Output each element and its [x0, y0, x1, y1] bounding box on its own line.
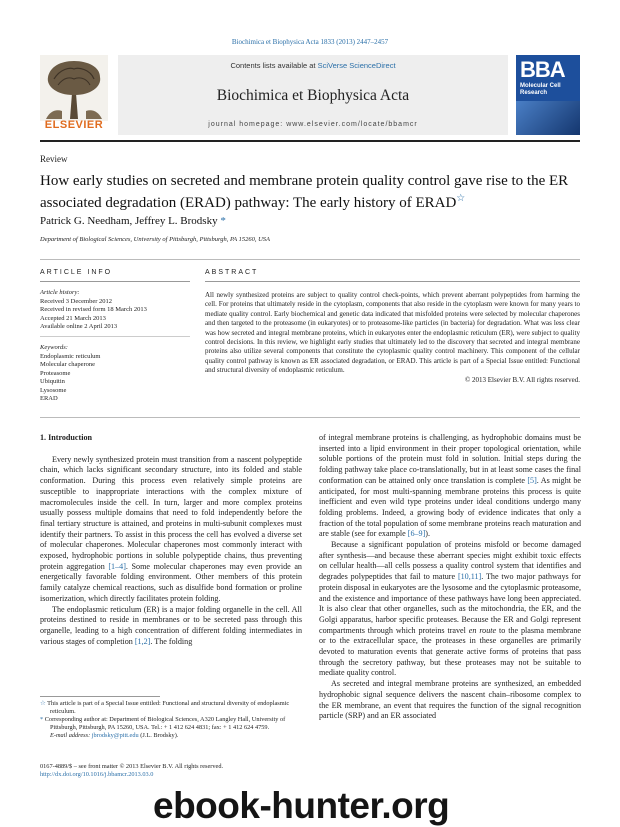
history-item: Available online 2 April 2013 — [40, 323, 118, 330]
watermark: ebook-hunter.org — [153, 785, 450, 826]
elsevier-tree-icon — [40, 55, 108, 121]
doi-link[interactable]: http://dx.doi.org/10.1016/j.bbamcr.2013.03.0 — [40, 771, 154, 778]
footnote-rule — [40, 696, 160, 697]
elsevier-wordmark: ELSEVIER — [44, 119, 104, 131]
history-item: Received 3 December 2012 — [40, 297, 113, 305]
history-label: Article history: — [40, 289, 80, 296]
article-info-heading: ARTICLE INFO — [40, 269, 113, 276]
issn-line: 0167-4889/$ – see front matter © 2013 Elsevier B.V. All rights reserved. — [40, 763, 224, 770]
text-run: Every newly synthesized protein must transition from a nascent polypeptide chain, which lacks significant secondary structure, into its folded and stable conformation. During this process even relatively simple proteins are susceptible to inappropriate interactions with the complex mixture of macromolecules inside the cell. In turn, larger and more complex proteins usually possess multiple domains that need to fold independently before the final tertiary structure is attained, and proteins in multi-subunit complexes must identify their partners. To assist in this process the cell has evolved a diverse set of molecular chaperones. Molecular chaperones most commonly interact with exposed, hydrophobic portions in soluble polypeptide chains, thus preventing protein aggregation — [40, 454, 302, 571]
text-run: . The folding — [150, 636, 193, 646]
footnote-special-issue — [40, 700, 302, 716]
keyword: Endoplasmic reticulum — [40, 352, 101, 360]
footnote-email — [40, 732, 302, 740]
text-run: to the plasma membrane or to the extracellular space, the proteases in these organelles are primarily devoted to maturation events that generate active forms of proteins that pass through the secretory pathway, but these proteases may not be suitable to mediate quality control. — [319, 625, 581, 678]
footnote-corresponding — [40, 716, 302, 732]
keyword: Proteasome — [40, 369, 71, 377]
keywords-label: Keywords: — [40, 344, 68, 351]
affiliation: Department of Biological Sciences, University of Pittsburgh, Pittsburgh, PA 15260, USA — [40, 236, 271, 243]
masthead — [40, 55, 580, 135]
body-paragraph — [319, 540, 581, 679]
abstract-bottom-rule — [40, 417, 580, 418]
abstract-text: All newly synthesized proteins are subject to quality control check-points, which prevent aberrant polypeptides from harming the cell. For proteins that ultimately reside in the cytoplasm, components that also reside in the cytoplasm were known for many years to mediate quality control. Early biochemical and genetic data indicated that misfolded proteins were selected by molecular chaperones and then targeted to the proteasome (in eukaryotes) or to proteasome-like particles (in bacteria) for degradation. What was less clear was how secreted and integral membrane proteins, which in eukaryotes enter the endoplasmic reticulum (ER), were subject to quality control decisions. In this review, we highlight early studies that ultimately led to the discovery that secreted and integral membrane proteins also utilize several components that constitute the cytoplasmic quality control machinery. This component of the cellular quality control pathway is known as ER associated degradation, or ERAD. This article is part of a Special Issue entitled: Functional and structural diversity of endoplasmic reticulum. — [205, 291, 580, 375]
reference-link[interactable]: [10,11] — [457, 572, 482, 582]
reference-link[interactable]: [1,2] — [134, 636, 151, 646]
journal-homepage[interactable]: journal homepage: www.elsevier.com/locate/bbamcr — [208, 121, 418, 128]
contents-prefix: Contents lists available at — [230, 61, 318, 70]
article-type: Review — [40, 154, 68, 164]
cover-subtitle: Molecular Cell Research — [520, 83, 561, 96]
text-run: . As might be anticipated, for most multi-spanning membrane proteins this process is quite inefficient and even wild type proteins under ideal conditions undergo many folding problems. Indeed, a growing body of evidence indicates that only a fraction of the total population of some membrane proteins reach maturation and are stable (see for example — [319, 475, 581, 539]
text-run: The endoplasmic reticulum (ER) is a major folding organelle in the cell. All proteins destined to reside in membranes or to be secreted pass through this organelle, leading to a high concentration of different folding intermediates in various stages of completion — [40, 604, 302, 646]
journal-title: Biochimica et Biophysica Acta — [216, 87, 410, 104]
email-link[interactable]: jbrodsky@pitt.edu — [91, 732, 139, 739]
intro-heading: 1. Introduction — [40, 433, 93, 442]
header-divider — [40, 140, 580, 142]
text-run: ). — [425, 529, 431, 539]
journal-citation: Biochimica et Biophysica Acta 1833 (2013) 2447–2457 — [231, 38, 389, 46]
keyword: Molecular chaperone — [40, 361, 96, 368]
body-paragraph — [40, 455, 302, 605]
history-item: Accepted 21 March 2013 — [40, 314, 106, 322]
reference-link[interactable]: [6–9] — [407, 529, 426, 539]
article-history — [40, 289, 190, 332]
body-paragraph — [319, 679, 581, 722]
keywords-rule — [40, 336, 190, 337]
footnote-symbol: ☆ — [40, 700, 46, 707]
abstract-copyright: © 2013 Elsevier B.V. All rights reserved. — [464, 375, 580, 384]
abstract-heading: ABSTRACT — [205, 269, 259, 276]
body-column-right — [319, 433, 581, 722]
cover-artwork — [516, 101, 580, 135]
keyword: Ubiquitin — [40, 378, 65, 385]
email-label: E-mail address: — [50, 732, 92, 739]
author-names: Patrick G. Needham, Jeffrey L. Brodsky — [40, 215, 218, 227]
text-run: of integral membrane proteins is challenging, as hydrophobic domains must be inserted into a lipid environment in their proper topological orientation, while soluble portions of the protein must fold in solution. Initial steps during the folding pathway take place co-translationally, but in at least some cases the final conformation can be attained only once translation is complete — [319, 433, 581, 485]
reference-link[interactable]: [5] — [527, 475, 537, 485]
footnote-text: This article is part of a Special Issue entitled: Functional and structural diversity of endoplasmic reticulum. — [47, 700, 290, 715]
body-column-left — [40, 433, 302, 647]
cover-brand: BBA — [520, 57, 565, 82]
keyword: ERAD — [40, 395, 58, 402]
journal-banner — [118, 55, 508, 135]
italic-run: en route — [468, 625, 497, 635]
journal-cover — [516, 55, 580, 135]
issn-doi-block — [40, 763, 302, 779]
elsevier-logo — [40, 55, 108, 135]
keyword: Lysosome — [40, 386, 67, 394]
article-title — [40, 172, 585, 212]
sciencedirect-link[interactable]: SciVerse ScienceDirect — [317, 61, 396, 70]
article-info-rule — [40, 281, 190, 282]
reference-link[interactable]: [1–4] — [108, 561, 126, 571]
email-suffix: (J.L. Brodsky). — [138, 732, 179, 739]
title-footnote-marker[interactable]: ☆ — [456, 193, 466, 204]
footnotes — [40, 700, 302, 740]
body-paragraph — [40, 605, 302, 648]
history-item: Received in revised form 18 March 2013 — [40, 306, 147, 313]
text-run: Because a significant population of proteins misfold or become damaged after synthesis—and because these aberrant species might exhibit toxic effects on cellular health—all cells possess a quality control system that identifies and degrades polypeptides that fail to mature — [319, 540, 581, 582]
meta-divider — [40, 259, 580, 260]
authors — [40, 215, 226, 227]
footnote-text: Corresponding author at: Department of Biological Sciences, A320 Langley Hall, University of Pittsburgh, Pittsburgh, PA 15260, USA. Tel.: + 1 412 624 4831; fax: + 1 412 624 4759. — [44, 716, 286, 731]
article-title-text: How early studies on secreted and membrane protein quality control gave rise to the ER associated degradation (ERAD) pathway: The early history of ERAD — [40, 173, 569, 211]
footnote-symbol: * — [40, 716, 44, 723]
abstract-rule — [205, 281, 580, 282]
text-run: . Some molecular chaperones may even provide an energetically favorable folding environment. Other members of this protein family catalyze chemical reactions, such as disulfide bond formation or proline isomerization, which directly facilitates protein folding. — [40, 561, 302, 603]
text-run: As secreted and integral membrane proteins are synthesized, an embedded hydrophobic signal sequence delivers the nascent chain–ribosome complex to the ER membrane, an event that requires the function of the signal recognition particle (SRP) and an ER associated — [319, 679, 581, 721]
keywords — [40, 344, 190, 404]
contents-line — [118, 61, 508, 70]
corresponding-author-marker[interactable]: * — [220, 215, 226, 227]
abstract-body — [205, 291, 580, 385]
body-paragraph — [319, 433, 581, 540]
text-run: . The two major pathways for protein disposal in eukaryotes are the lysosome and the cytoplasmic proteasome, and the existence and importance of these pathways have long been appreciated. It is also clear that other organelles, such as the mitochondria, the ER, and the Golgi apparatus, harbor specific proteases. Because the ER and Golgi represent compartments through which proteins travel — [319, 572, 581, 635]
